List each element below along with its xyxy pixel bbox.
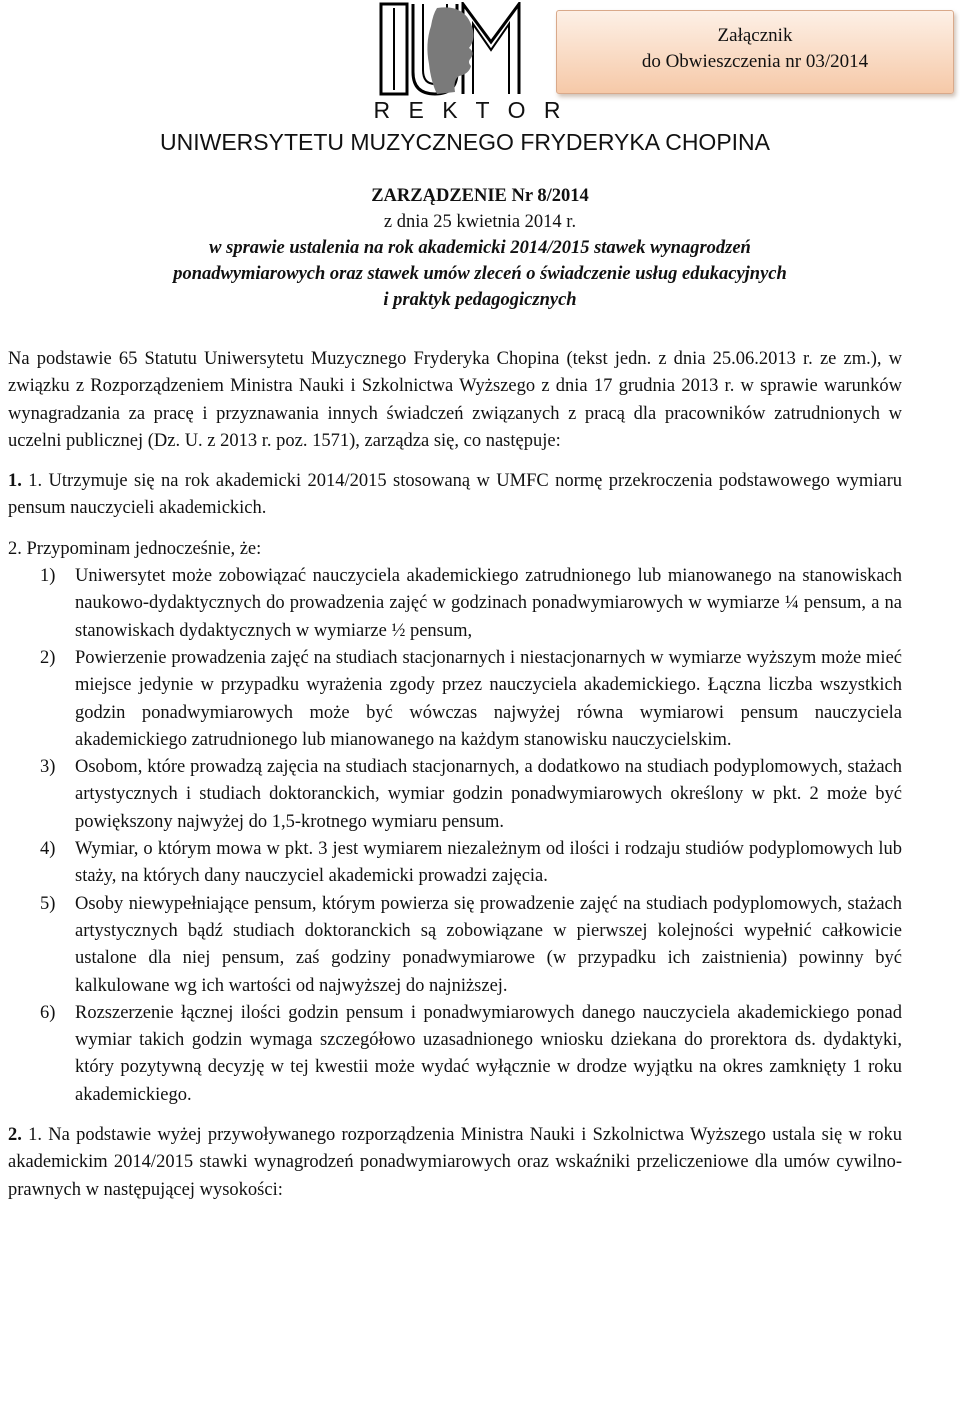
attachment-note	[556, 10, 954, 94]
list-item	[8, 891, 902, 1000]
list-item-number: 5)	[40, 893, 56, 914]
document-title: ZARZĄDZENIE Nr 8/2014	[371, 186, 589, 206]
rector-label: R E K T O R	[373, 97, 567, 123]
list-item-number: 6)	[40, 1002, 56, 1023]
list-item-text: Osobom, które prowadzą zajęcia na studiach stacjonarnych, a dodatkowo na studiach podyplomowych, stażach artystycznych i studiach doktoranckich, wymiar godzin ponadwymiarowych określony w pkt. 2 może być powiększony najwyżej do 1,5-krotnego wymiaru pensum.	[75, 757, 902, 832]
list-item-number: 2)	[40, 647, 56, 668]
list-item	[8, 836, 902, 891]
section-1-lead: 1.	[8, 471, 22, 492]
list-item-number: 3)	[40, 757, 56, 778]
document-subject-line-3: i praktyk pedagogicznych	[383, 290, 577, 310]
document-date: z dnia 25 kwietnia 2014 r.	[383, 212, 577, 232]
list-item-text: Osoby niewypełniające pensum, którym powierza się prowadzenie zajęć na studiach podyplomowych, stażach artystycznych bądź studiach doktoranckich są zobowiązane w pierwszej kolejności wypełnić całkowicie ustalone dla niej pensum, zaś godziny ponadwymiarowe (w przypadku ich zaistnienia) powinny być kalkulowane wg ich wartości od najwyższej do najniższej.	[75, 893, 902, 996]
list-item-number: 4)	[40, 839, 56, 860]
document-subject-line-1: w sprawie ustalenia na rok akademicki 2014/2015 stawek wynagrodzeń	[209, 238, 751, 258]
list-item-text: Rozszerzenie łącznej ilości godzin pensum i ponadwymiarowych danego nauczyciela akademickiego ponad wymiar takich godzin wymaga szczegółowo uzasadnionego wniosku dziekana do prorektora ds. dydaktyki, który pozytywną decyzję w tej kwestii może wydać wyłącznie w drodze wyjątku na okres zamknięty 1 roku akademickiego.	[75, 1002, 902, 1105]
document-subject-line-2: ponadwymiarowych oraz stawek umów zleceń o świadczenie usług edukacyjnych	[173, 264, 787, 284]
section-2-points-list	[8, 563, 902, 1109]
attachment-line-2: do Obwieszczenia nr 03/2014	[641, 51, 869, 72]
list-item	[8, 645, 902, 754]
university-name: UNIWERSYTETU MUZYCZNEGO FRYDERYKA CHOPINA	[160, 129, 770, 155]
section-2-intro: 2. Przypominam jednocześnie, że:	[8, 538, 262, 559]
list-item	[8, 563, 902, 645]
section-3-paragraph	[8, 1122, 902, 1204]
document-body	[8, 346, 902, 1204]
section-3-text: 1. Na podstawie wyżej przywoływanego rozporządzenia Ministra Nauki i Szkolnictwa Wyższego ustala się w roku akademickim 2014/2015 stawki wynagrodzeń ponadwymiarowych oraz wskaźniki przeliczeniowe dla umów cywilno-prawnych w następującej wysokości:	[8, 1125, 902, 1200]
section-1-text: 1. Utrzymuje się na rok akademicki 2014/2015 stosowaną w UMFC normę przekroczenia podstawowego wymiaru pensum nauczycieli akademickich.	[8, 471, 902, 519]
attachment-line-1: Załącznik	[717, 25, 793, 46]
section-1-paragraph	[8, 468, 902, 523]
list-item	[8, 754, 902, 836]
list-item-text: Uniwersytet może zobowiązać nauczyciela akademickiego zatrudnionego lub mianowanego na stanowiskach naukowo-dydaktycznych do prowadzenia zajęć w godzinach ponadwymiarowych w wymiarze ¼ pensum, a na stanowiskach dydaktycznych w wymiarze ½ pensum,	[75, 566, 902, 641]
document-header	[0, 183, 960, 313]
preamble-paragraph: Na podstawie 65 Statutu Uniwersytetu Muzycznego Fryderyka Chopina (tekst jedn. z dnia 25.06.2013 r. ze zm.), w związku z Rozporządzeniem Ministra Nauki i Szkolnictwa Wyższego z dnia 17 grudnia 2013 r. w sprawie warunków wynagradzania za pracę i przyznawania innych świadczeń związanych z pracą dla pracowników zatrudnionych w uczelni publicznej (Dz. U. z 2013 r. poz. 1571), zarządza się, co następuje:	[8, 349, 902, 451]
list-item-number: 1)	[40, 566, 56, 587]
university-logo-icon	[379, 2, 527, 96]
list-item	[8, 1000, 902, 1109]
section-3-lead: 2.	[8, 1125, 22, 1146]
list-item-text: Wymiar, o którym mowa w pkt. 3 jest wymiarem niezależnym od ilości i rodzaju studiów podyplomowych lub staży, na których dany nauczyciel akademicki prowadzi zajęcia.	[75, 839, 902, 887]
list-item-text: Powierzenie prowadzenia zajęć na studiach stacjonarnych i niestacjonarnych w wymiarze wyższym może mieć miejsce jedynie w przypadku wyrażenia zgody przez nauczyciela akademickiego. Łączna liczba wszystkich godzin ponadwymiarowych może być wówczas najwyżej równa wymiarowi pensum nauczyciela akademickiego zatrudnionego lub mianowanego na każdym stanowisku nauczycielskim.	[75, 647, 902, 750]
